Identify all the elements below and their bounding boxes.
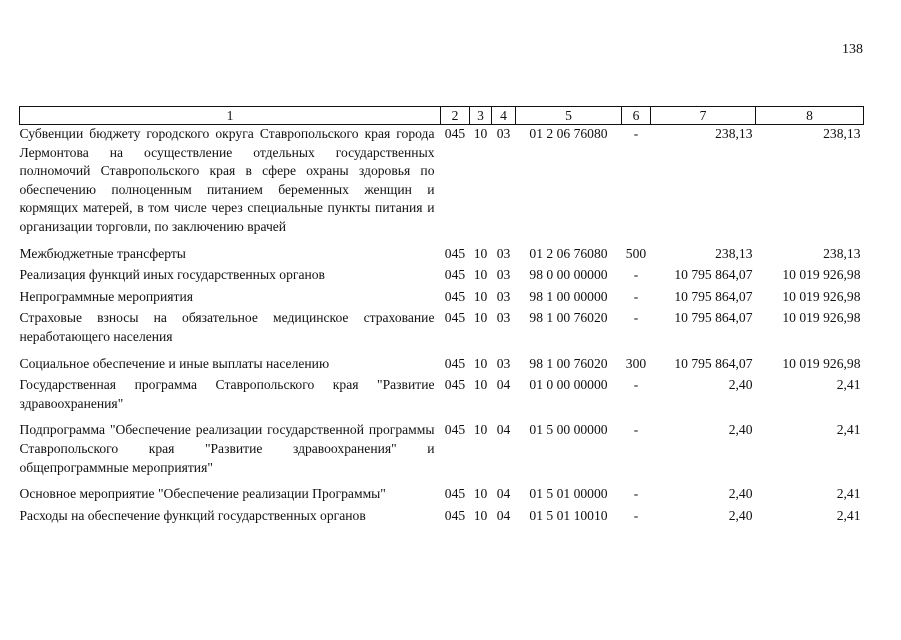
row-amount-2: 10 019 926,98: [782, 267, 861, 283]
row-target-article: 01 5 01 10010: [529, 507, 608, 523]
header-col-5: 5: [516, 107, 622, 125]
row-name: Расходы на обеспечение функций государственных органов: [19, 507, 366, 523]
table-row: [20, 288, 864, 310]
table-header: [20, 107, 864, 125]
row-target-article: 01 5 00 00000: [529, 422, 608, 438]
header-col-2: 2: [441, 107, 470, 125]
row-target-article: 98 1 00 00000: [529, 288, 608, 304]
row-amount-1: 10 795 864,07: [674, 310, 753, 326]
row-amount-2: 2,41: [836, 507, 861, 523]
row-name: Государственная программа Ставропольского края "Развитие здравоохранения": [19, 377, 435, 411]
row-name: Непрограммные мероприятия: [19, 288, 193, 304]
row-ministry-code: 045: [444, 355, 466, 371]
header-row: [20, 107, 864, 125]
row-subsection: 03: [496, 355, 511, 371]
row-expense-type: 300: [625, 355, 647, 371]
row-name: Основное мероприятие "Обеспечение реализации Программы": [19, 486, 386, 502]
row-subsection: 03: [496, 245, 511, 261]
row-section: 10: [473, 245, 488, 261]
row-amount-2: 10 019 926,98: [782, 288, 861, 304]
row-amount-1: 2,40: [728, 486, 753, 502]
table-row: [20, 376, 864, 421]
row-subsection: 04: [496, 422, 511, 438]
row-expense-type: -: [633, 422, 639, 438]
row-name: Субвенции бюджету городского округа Ставропольского края города Лермонтова на осуществление отдельных государственных полномочий Ставропольского края в сфере охраны здоровья по обеспечению полноценным питанием беременных женщин и кормящих матерей, в том числе через специальные пункты питания и организации торговли, по заключению врачей: [19, 126, 435, 234]
row-section: 10: [473, 486, 488, 502]
row-section: 10: [473, 355, 488, 371]
row-amount-2: 10 019 926,98: [782, 355, 861, 371]
row-amount-2: 2,41: [836, 486, 861, 502]
row-subsection: 03: [496, 310, 511, 326]
row-amount-2: 2,41: [836, 377, 861, 393]
table-row: [20, 309, 864, 354]
row-subsection: 04: [496, 507, 511, 523]
row-name: Реализация функций иных государственных органов: [19, 267, 325, 283]
row-expense-type: -: [633, 486, 639, 502]
row-target-article: 98 1 00 76020: [529, 355, 608, 371]
row-name: Страховые взносы на обязательное медицинское страхование неработающего населения: [19, 310, 435, 344]
row-section: 10: [473, 377, 488, 393]
row-target-article: 01 2 06 76080: [529, 126, 608, 141]
header-col-8: 8: [756, 107, 864, 125]
row-amount-2: 238,13: [823, 126, 861, 141]
row-ministry-code: 045: [444, 288, 466, 304]
row-amount-2: 10 019 926,98: [782, 310, 861, 326]
row-subsection: 03: [496, 126, 511, 141]
row-target-article: 98 1 00 76020: [529, 310, 608, 326]
table-row: [20, 355, 864, 377]
table-row: [20, 125, 864, 245]
row-section: 10: [473, 310, 488, 326]
table-row: [20, 485, 864, 507]
row-expense-type: -: [633, 126, 639, 141]
header-col-4: 4: [492, 107, 516, 125]
table-row: [20, 421, 864, 485]
row-ministry-code: 045: [444, 422, 466, 438]
row-expense-type: 500: [625, 245, 647, 261]
row-amount-2: 2,41: [836, 422, 861, 438]
row-subsection: 03: [496, 267, 511, 283]
header-col-6: 6: [622, 107, 651, 125]
table-row: [20, 266, 864, 288]
row-expense-type: -: [633, 377, 639, 393]
row-ministry-code: 045: [444, 267, 466, 283]
row-ministry-code: 045: [444, 310, 466, 326]
row-amount-1: 2,40: [728, 507, 753, 523]
row-ministry-code: 045: [444, 377, 466, 393]
row-ministry-code: 045: [444, 126, 466, 141]
table-row: [20, 507, 864, 526]
row-ministry-code: 045: [444, 507, 466, 523]
row-amount-1: 10 795 864,07: [674, 355, 753, 371]
row-ministry-code: 045: [444, 486, 466, 502]
row-expense-type: -: [633, 310, 639, 326]
row-section: 10: [473, 267, 488, 283]
table-row: [20, 245, 864, 267]
row-target-article: 98 0 00 00000: [529, 267, 608, 283]
row-amount-1: 10 795 864,07: [674, 267, 753, 283]
page-number: 138: [842, 42, 863, 57]
row-name: Социальное обеспечение и иные выплаты населению: [19, 355, 330, 371]
row-amount-1: 2,40: [728, 377, 753, 393]
row-section: 10: [473, 507, 488, 523]
row-amount-2: 238,13: [823, 245, 861, 261]
row-expense-type: -: [633, 267, 639, 283]
row-section: 10: [473, 422, 488, 438]
row-name: Подпрограмма "Обеспечение реализации государственной программы Ставропольского края "Развитие здравоохранения" и общепрограммные мероприятия": [19, 422, 435, 475]
row-amount-1: 10 795 864,07: [674, 288, 753, 304]
header-col-1: 1: [20, 107, 441, 125]
row-amount-1: 238,13: [715, 126, 753, 141]
budget-table: [19, 106, 864, 525]
row-expense-type: -: [633, 507, 639, 523]
table-body: [20, 125, 864, 526]
row-section: 10: [473, 126, 488, 141]
row-name: Межбюджетные трансферты: [19, 245, 186, 261]
row-subsection: 03: [496, 288, 511, 304]
row-ministry-code: 045: [444, 245, 466, 261]
row-section: 10: [473, 288, 488, 304]
row-expense-type: -: [633, 288, 639, 304]
row-amount-1: 238,13: [715, 245, 753, 261]
row-subsection: 04: [496, 377, 511, 393]
header-col-3: 3: [470, 107, 492, 125]
row-target-article: 01 2 06 76080: [529, 245, 608, 261]
row-subsection: 04: [496, 486, 511, 502]
row-amount-1: 2,40: [728, 422, 753, 438]
header-col-7: 7: [651, 107, 756, 125]
row-target-article: 01 0 00 00000: [529, 377, 608, 393]
row-target-article: 01 5 01 00000: [529, 486, 608, 502]
